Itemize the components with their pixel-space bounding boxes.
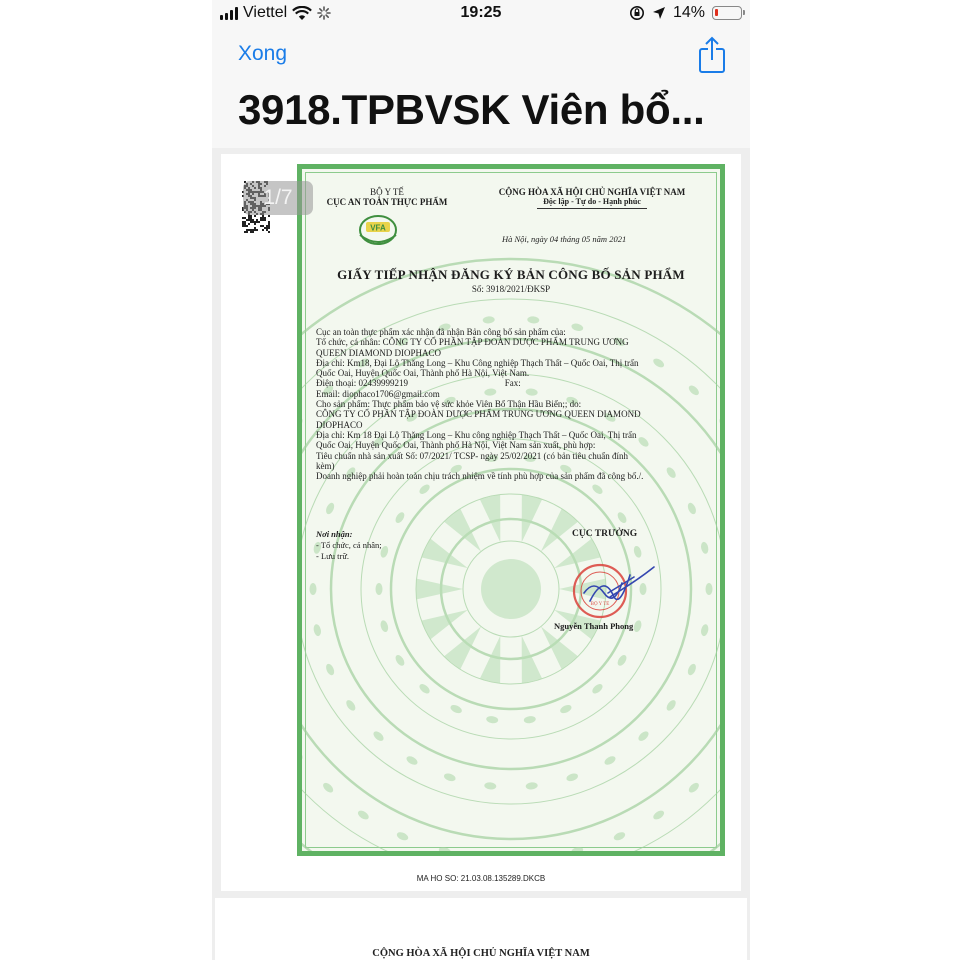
dossier-code: MA HO SO: 21.03.08.135289.DKCB [416, 874, 546, 883]
body-line: DIOPHACO [316, 419, 363, 430]
document-viewer[interactable] [212, 148, 750, 960]
battery-percent: 14% [672, 4, 705, 21]
body-line: Quốc Oai, Huyện Quốc Oai, Thành phố Hà Nội, Việt Nam sản xuất, phù hợp: [316, 440, 596, 451]
certificate-content [302, 169, 720, 851]
status-right [629, 4, 742, 22]
recipients-heading: Nơi nhận: [316, 529, 353, 539]
share-icon[interactable] [698, 36, 726, 74]
republic-line-2: Độc lập - Tự do - Hạnh phúc [543, 197, 641, 206]
body-line: QUEEN DIAMOND DIOPHACO [316, 347, 441, 358]
recipient-item: - Tổ chức, cá nhân; [316, 540, 382, 550]
vfa-logo-text: VFA [370, 223, 386, 233]
certificate-image [297, 164, 725, 856]
orientation-lock-icon [629, 5, 645, 21]
ministry-header [312, 187, 462, 207]
status-bar [212, 0, 750, 28]
seal-text: BỘ Y TẾ [590, 602, 610, 607]
clock: 19:25 [460, 4, 502, 21]
location-arrow-icon [652, 6, 666, 20]
body-line: Cục an toàn thực phẩm xác nhận đã nhận Bản công bố sản phẩm của: [316, 327, 566, 337]
phone-screen [212, 0, 750, 960]
recipient-item: - Lưu trữ. [316, 551, 350, 561]
done-button[interactable]: Xong [238, 42, 288, 65]
body-line: Điện thoại: 02439999219 Fax: [316, 378, 521, 389]
republic-header [472, 187, 712, 209]
director-title: CỤC TRƯỞNG [572, 529, 638, 539]
official-seal-and-signature [564, 553, 656, 625]
certificate-body [316, 327, 716, 481]
body-line: Quốc Oai, Huyện Quốc Oai, Thành phố Hà Nội, Việt Nam. [316, 368, 530, 379]
page-counter: 1/7 [243, 181, 313, 215]
certificate-title: GIẤY TIẾP NHẬN ĐĂNG KÝ BẢN CÔNG BỐ SẢN PHẨM [337, 267, 685, 282]
body-line: Email: diophaco1706@gmail.com [316, 388, 440, 399]
carrier-name: Viettel [243, 4, 288, 21]
body-line: Doanh nghiệp phải hoàn toàn chịu trách nhiệm về tính phù hợp của sản phẩm đã công bố./. [316, 471, 644, 482]
body-line: Tổ chức, cá nhân: CÔNG TY CỔ PHẦN TẬP ĐOÀN DƯỢC PHẨM TRUNG ƯƠNG [316, 337, 629, 348]
ministry-line-1: BỘ Y TẾ [370, 187, 404, 197]
battery-icon [712, 6, 742, 20]
page-2-heading: CỘNG HÒA XÃ HỘI CHỦ NGHĨA VIỆT NAM [372, 948, 590, 959]
body-line: CÔNG TY CỔ PHẦN TẬP ĐOÀN DƯỢC PHẨM TRUNG ƯƠNG QUEEN DIAMOND [316, 409, 641, 420]
body-line: Địa chỉ: Km18, Đại Lộ Thăng Long – Khu Công nghiệp Thạch Thất – Quốc Oai, Thị trấn [316, 357, 639, 368]
document-page-2 [215, 898, 747, 960]
body-line: Tiêu chuẩn nhà sản xuất Số: 07/2021/ TCSP- ngày 25/02/2021 (có bản tiêu chuẩn đính [316, 450, 628, 461]
republic-line-1: CỘNG HÒA XÃ HỘI CHỦ NGHĨA VIỆT NAM [498, 187, 686, 197]
ministry-line-2: CỤC AN TOÀN THỰC PHẨM [326, 197, 448, 207]
recipients-block [316, 529, 382, 562]
body-line: kèm) [316, 460, 335, 471]
certificate-number: Số: 3918/2021/ĐKSP [471, 284, 551, 294]
issue-date: Hà Nội, ngày 04 tháng 05 năm 2021 [502, 234, 627, 244]
body-line: Cho sản phẩm: Thực phẩm bảo vệ sức khỏe Viên Bổ Thận Hầu Biển;; do: [316, 399, 582, 410]
navigation-bar [212, 28, 750, 148]
body-line: Địa chỉ: Km 18 Đại Lộ Thăng Long – Khu công nghiệp Thạch Thất – Quốc Oai, Thị trấn [316, 429, 637, 440]
document-title: 3918.TPBVSK Viên bổ... [238, 86, 705, 133]
document-page-1 [221, 154, 741, 891]
vfa-logo [346, 213, 410, 247]
signer-name: Nguyễn Thanh Phong [554, 621, 634, 631]
